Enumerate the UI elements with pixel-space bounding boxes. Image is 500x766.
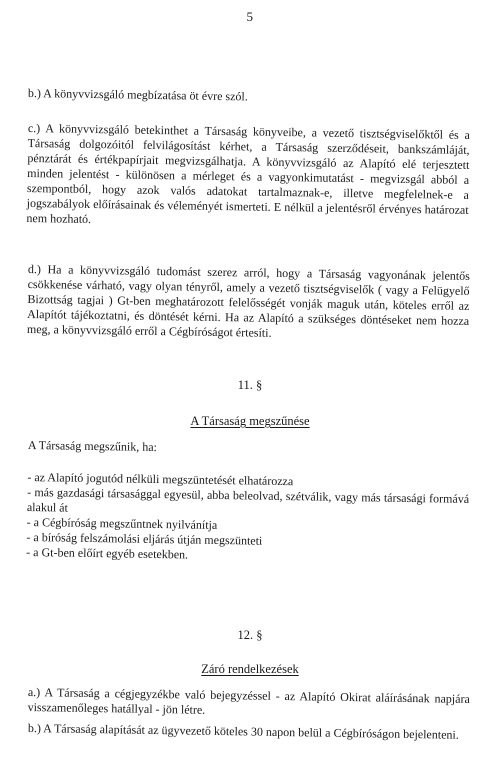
section-12-paragraph-a-text: a.) A Társaság a cégjegyzékbe való bejegyzéssel - az Alapító Okirat aláírásának napjára visszamenőleges hatállyal - jön létre. [27,685,470,717]
termination-conditions-list [26,470,469,567]
paragraph-d-text: d.) Ha a könyvvizsgáló tudomást szerez arról, hogy a Társaság vagyonának jelentős csökkenése várható, vagy olyan tényről, amely a vezető tisztségviselők ( vagy a Felügyelő Bizottság tagjai ) Gt-ben meghatározott felelősségét vonják maguk után, köteles erről az Alapítót tájékoztatni, és döntését kérni. Ha az Alapító a szükséges döntéseket nem hozza meg, a könyvvizsgáló erről a Cégbíróságot értesíti. [26,262,470,340]
section-11-title: A Társaság megszűnése [190,414,310,428]
list-item: - az Alapító jogutód nélküli megszüntetését elhatározza [27,469,294,489]
section-12-number: 12. § [237,628,263,642]
paragraph-b [28,86,470,108]
section-12-paragraph-b-text: b.) A Társaság alapítását az ügyvezető köteles 30 napon belül a Cégbíróságon bejelenteni. [27,721,459,742]
section-11-body [26,438,470,567]
paragraph-d [27,262,470,344]
page-number: 5 [246,9,254,24]
section-11-number: 11. § [237,378,263,392]
list-item: - a bíróság felszámolási eljárás útján megszünteti [26,529,263,548]
list-item: - a Cégbíróság megszűntnek nyilvánítja [26,514,218,532]
paragraph-c [26,121,470,233]
section-12-title: Záró rendelkezések [201,662,299,676]
list-item: - más gazdasági társasággal egyesül, abba beleolvad, szétválik, vagy más társasági formává alakul át [26,484,470,515]
paragraph-c-text: c.) A könyvvizsgáló betekinthet a Társaság könyveibe, a vezető tisztségviselőktől és a Társaság dolgozóitól felvilágosítást kérhet, a Társaság szerződéseit, bankszámláját, pénztárát és értékpapírjait megvizsgálhatja. A könyvvizsgáló az Alapító elé terjesztett minden jelentést - különösen a mérleget és a vagyonkimutatást - megvizsgál abból a szempontból, hogy azok valós adatokat tartalmaznak-e, illetve megfelelnek-e a jogszabályok előírásainak és véleményét ismerteti. E nélkül a jelentésről érvényes határozat nem hozható. [26,121,470,227]
paragraph-b-text: b.) A könyvvizsgáló megbízatása öt évre szól. [27,86,248,104]
section-12-paragraph-a [28,685,470,722]
section-12-paragraph-b [28,721,470,743]
section-11-intro: A Társaság megszűnik, ha: [27,438,158,455]
list-item: - a Gt-ben előírt egyéb esetekben. [26,544,189,562]
